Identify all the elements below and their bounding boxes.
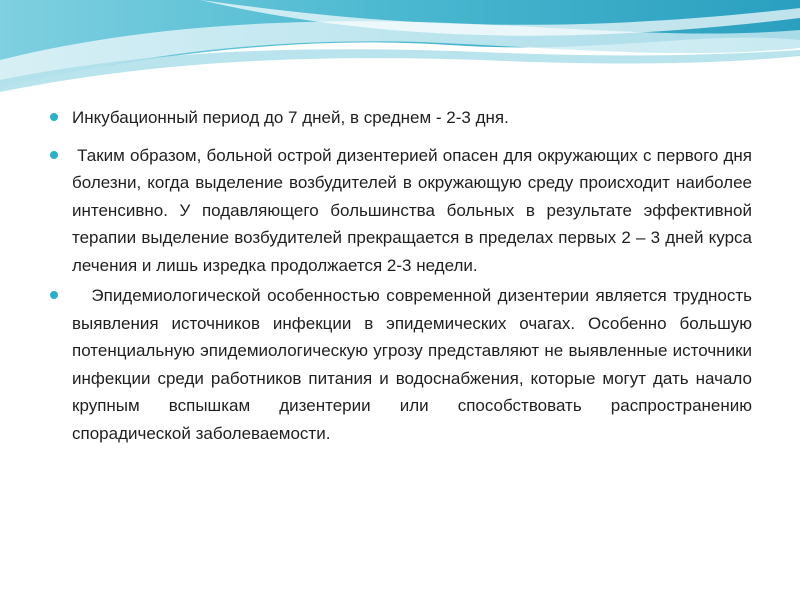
slide-body [48,104,757,450]
decorative-wave-header [0,0,800,110]
bullet-item-incubation [48,104,752,132]
bullet-text: Эпидемиологической особенностью современной дизентерии является трудность выявления источников инфекции в эпидемических очагах. Особенно большую потенциальную эпидемиологическую угрозу представляют не выявленные источники инфекции среди работников питания и водоснабжения, которые могут дать начало крупным вспышкам дизентерии или способствовать распространению спорадической заболеваемости. [72,286,757,443]
bullet-dot-icon [50,151,58,159]
bullet-dot-icon [50,113,58,121]
bullet-item-epidemiology [48,282,757,447]
bullet-text: Таким образом, больной острой дизентерией опасен для окружающих с первого дня болезни, когда выделение возбудителей в окружающую среду происходит наиболее интенсивно. У подавляющего большинства больных в результате эффективной терапии выделение возбудителей прекращается в пределах первых 2 – 3 дней курса лечения и лишь изредка продолжается 2-3 недели. [72,145,757,275]
bullet-text: Инкубационный период до 7 дней, в среднем - 2-3 дня. [72,108,509,127]
bullet-dot-icon [50,291,58,299]
bullet-item-contagiousness [48,142,757,280]
